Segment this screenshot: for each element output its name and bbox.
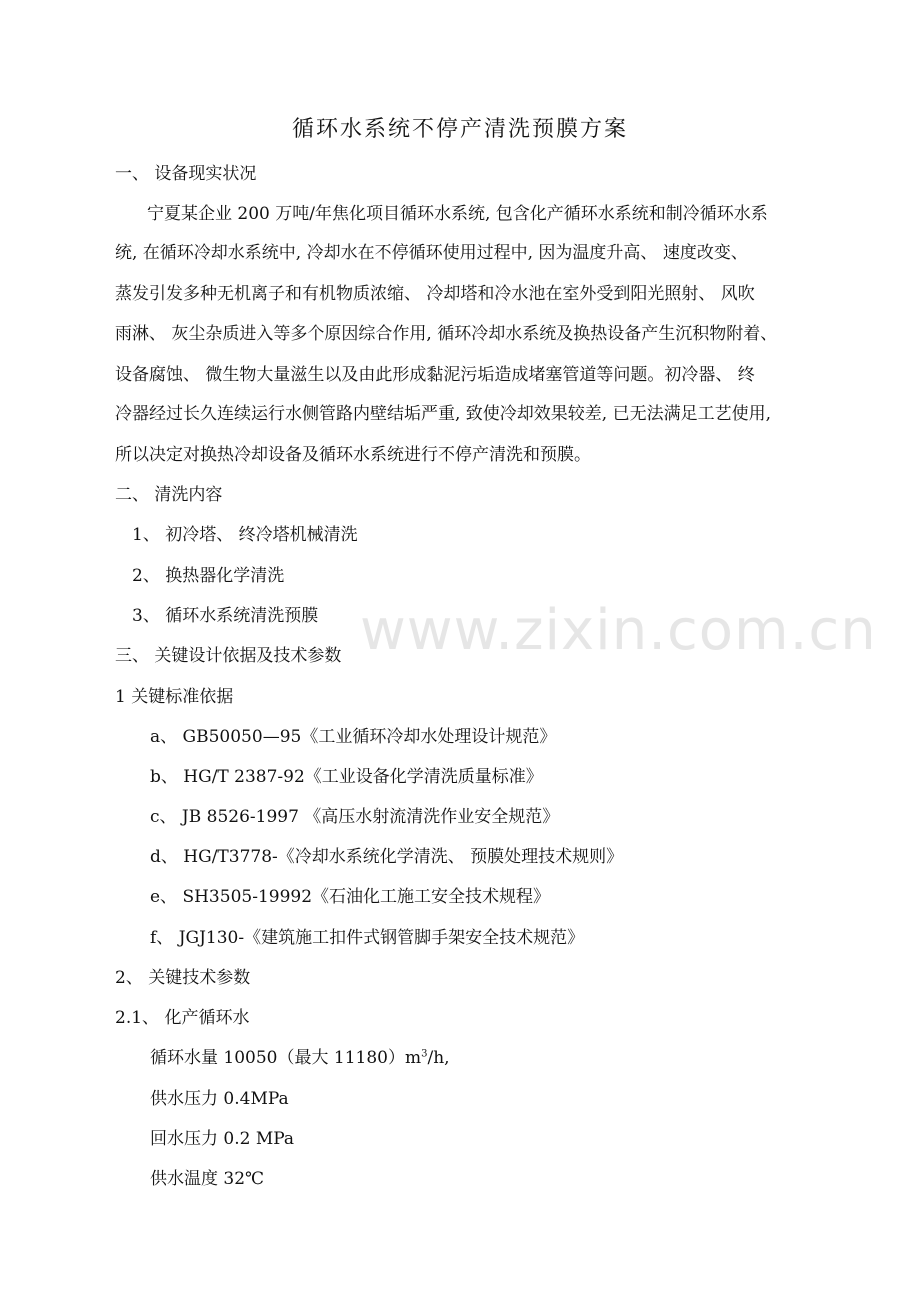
param-supply-temperature: 供水温度 32℃ bbox=[150, 1169, 265, 1189]
param-return-pressure: 回水压力 0.2 MPa bbox=[150, 1129, 295, 1149]
paragraph-line: 统, 在循环冷却水系统中, 冷却水在不停循环使用过程中, 因为温度升高、 速度改变、 bbox=[115, 243, 748, 263]
subsection-heading: 2.1、 化产循环水 bbox=[115, 1008, 250, 1028]
list-item: 3、 循环水系统清洗预膜 bbox=[132, 606, 319, 626]
subsection-heading: 1 关键标准依据 bbox=[115, 687, 234, 707]
standard-item: a、 GB50050—95《工业循环冷却水处理设计规范》 bbox=[150, 727, 557, 747]
paragraph-line: 蒸发引发多种无机离子和有机物质浓缩、 冷却塔和冷水池在室外受到阳光照射、 风吹 bbox=[115, 284, 755, 304]
subsection-heading: 2、 关键技术参数 bbox=[115, 968, 251, 988]
param-flow-text: 循环水量 10050（最大 11180）m bbox=[150, 1048, 422, 1068]
param-supply-pressure: 供水压力 0.4MPa bbox=[150, 1089, 289, 1109]
paragraph-line: 宁夏某企业 200 万吨/年焦化项目循环水系统, 包含化产循环水系统和制冷循环水系 bbox=[147, 204, 768, 224]
standard-item: b、 HG/T 2387-92《工业设备化学清洗质量标准》 bbox=[150, 767, 543, 787]
document-title: 循环水系统不停产清洗预膜方案 bbox=[291, 117, 628, 142]
standard-item: f、 JGJ130-《建筑施工扣件式钢管脚手架安全技术规范》 bbox=[150, 928, 585, 948]
list-item: 1、 初冷塔、 终冷塔机械清洗 bbox=[132, 525, 358, 545]
paragraph-line: 设备腐蚀、 微生物大量滋生以及由此形成黏泥污垢造成堵塞管道等问题。初冷器、 终 bbox=[115, 365, 755, 385]
paragraph-line: 所以决定对换热冷却设备及循环水系统进行不停产清洗和预膜。 bbox=[115, 445, 591, 465]
param-flow bbox=[150, 1045, 450, 1071]
standard-item: e、 SH3505-19992《石油化工施工安全技术规程》 bbox=[150, 887, 551, 907]
paragraph-line: 冷器经过长久连续运行水侧管路内壁结垢严重, 致使冷却效果较差, 已无法满足工艺使用, bbox=[115, 404, 772, 424]
standard-item: d、 HG/T3778-《冷却水系统化学清洗、 预膜处理技术规则》 bbox=[150, 847, 624, 867]
section-3-heading: 三、 关键设计依据及技术参数 bbox=[115, 646, 342, 666]
watermark: www.zixin.com.cn bbox=[360, 598, 877, 663]
section-1-heading: 一、 设备现实状况 bbox=[115, 164, 257, 184]
standard-item: c、 JB 8526-1997 《高压水射流清洗作业安全规范》 bbox=[150, 807, 560, 827]
param-flow-unit: /h, bbox=[427, 1048, 450, 1068]
list-item: 2、 换热器化学清洗 bbox=[132, 566, 285, 586]
paragraph-line: 雨淋、 灰尘杂质进入等多个原因综合作用, 循环冷却水系统及换热设备产生沉积物附着、 bbox=[115, 324, 778, 344]
param-flow-superscript: 3 bbox=[421, 1048, 428, 1060]
section-2-heading: 二、 清洗内容 bbox=[115, 485, 223, 505]
